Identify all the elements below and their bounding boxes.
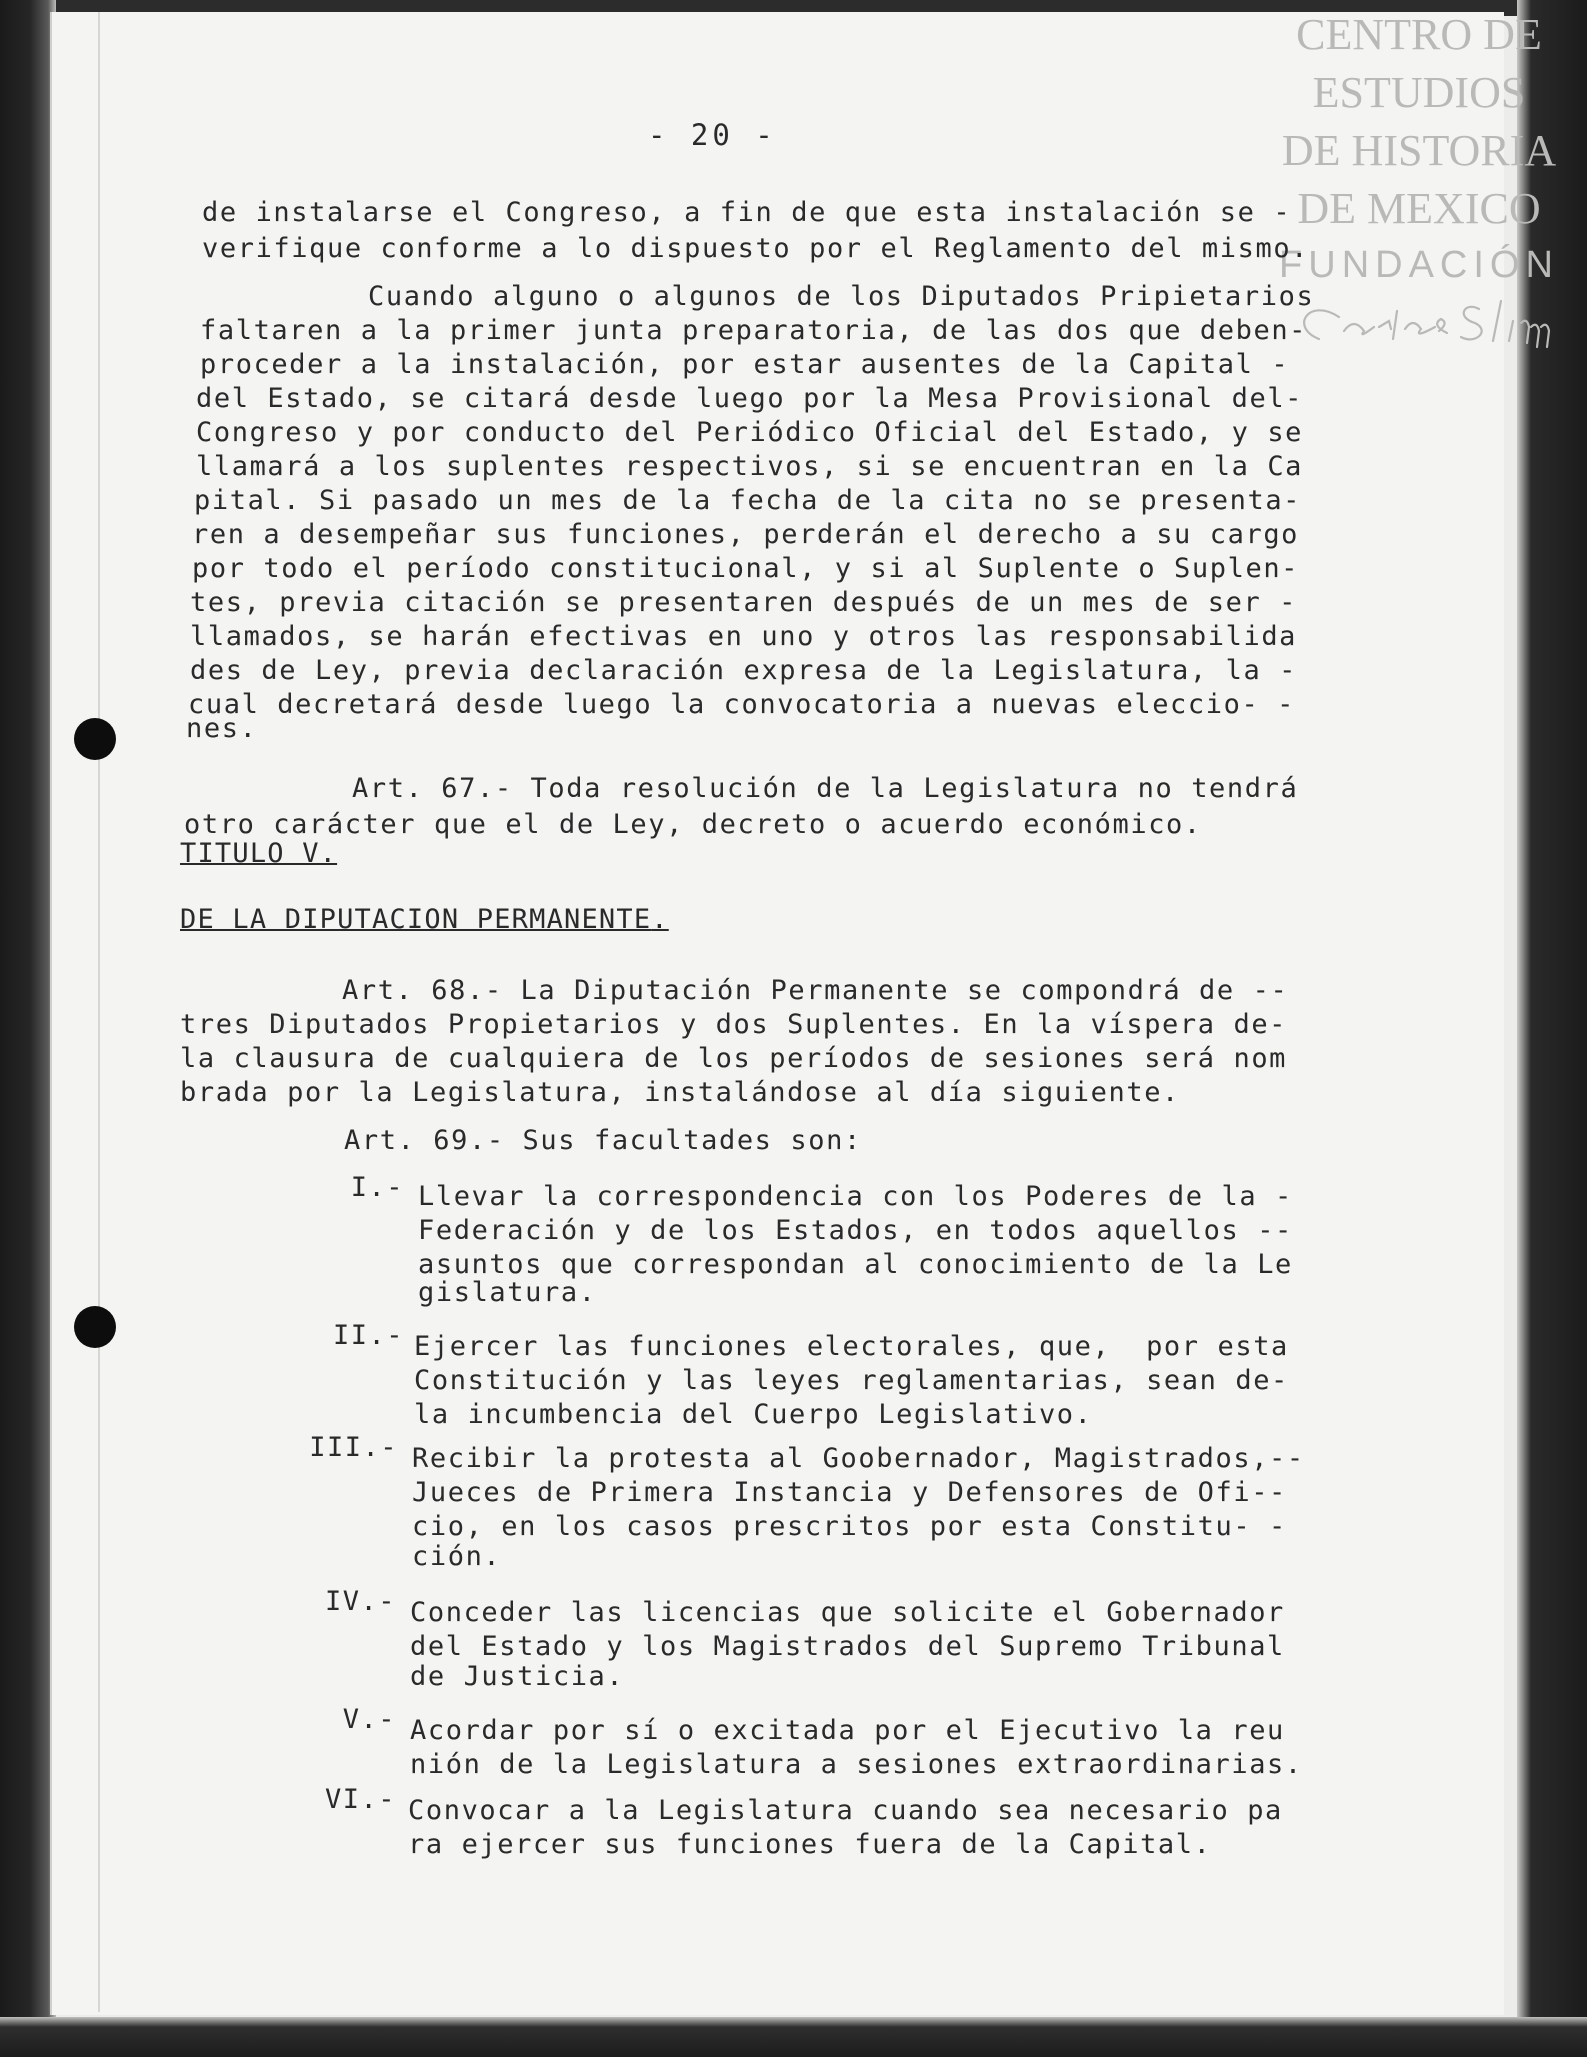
- list-item-line: asuntos que correspondan al conocimiento de la Le: [418, 1249, 1293, 1280]
- text-line: nes.: [186, 713, 258, 744]
- text-line: Art. 68.- La Diputación Permanente se compondrá de --: [342, 975, 1289, 1006]
- list-item-line: Ejercer las funciones electorales, que, por esta: [414, 1331, 1289, 1362]
- list-item-line: cio, en los casos prescritos por esta Constitu- -: [412, 1511, 1287, 1542]
- text-line: tres Diputados Propietarios y dos Suplentes. En la víspera de-: [180, 1009, 1288, 1040]
- section-title: TITULO V.: [180, 838, 338, 869]
- punch-hole: [74, 1306, 116, 1348]
- list-numeral: I.-: [350, 1172, 404, 1203]
- list-numeral: V.-: [342, 1704, 396, 1735]
- list-item-line: ción.: [412, 1541, 502, 1572]
- text-line: proceder a la instalación, por estar ausentes de la Capital -: [200, 349, 1290, 380]
- list-numeral: II.-: [332, 1320, 404, 1351]
- list-item-line: Recibir la protesta al Goobernador, Magistrados,--: [412, 1443, 1305, 1474]
- punch-hole: [74, 718, 116, 760]
- list-item-line: Llevar la correspondencia con los Poderes de la -: [418, 1181, 1293, 1212]
- list-item-line: Convocar a la Legislatura cuando sea necesario pa: [408, 1795, 1283, 1826]
- list-item-line: Jueces de Primera Instancia y Defensores de Ofi--: [412, 1477, 1287, 1508]
- list-item-line: la incumbencia del Cuerpo Legislativo.: [414, 1399, 1093, 1430]
- text-line: la clausura de cualquiera de los períodos de sesiones será nom: [180, 1043, 1288, 1074]
- text-line: tes, previa citación se presentaren después de un mes de ser -: [190, 587, 1298, 618]
- list-item-line: del Estado y los Magistrados del Supremo Tribunal: [410, 1631, 1285, 1662]
- list-item-line: Constitución y las leyes reglamentarias, sean de-: [414, 1365, 1289, 1396]
- text-line: pital. Si pasado un mes de la fecha de la cita no se presenta-: [194, 485, 1302, 516]
- scan-border-left: [0, 0, 56, 2057]
- text-line: del Estado, se citará desde luego por la Mesa Provisional del-: [196, 383, 1304, 414]
- text-line: Cuando alguno o algunos de los Diputados Pripietarios: [368, 281, 1315, 312]
- list-numeral: VI.-: [324, 1784, 396, 1815]
- text-line: brada por la Legislatura, instalándose al día siguiente.: [180, 1077, 1180, 1108]
- list-item-line: Conceder las licencias que solicite el Gobernador: [410, 1597, 1285, 1628]
- list-item-line: Federación y de los Estados, en todos aquellos --: [418, 1215, 1293, 1246]
- text-line: Congreso y por conducto del Periódico Oficial del Estado, y se: [196, 417, 1304, 448]
- list-item-line: gislatura.: [418, 1277, 597, 1308]
- text-line: por todo el período constitucional, y si al Suplente o Suplen-: [192, 553, 1300, 584]
- text-line: llamados, se harán efectivas en uno y otros las responsabilida: [190, 621, 1298, 652]
- list-numeral: IV.-: [324, 1586, 396, 1617]
- text-line: Art. 67.- Toda resolución de la Legislatura no tendrá: [352, 773, 1299, 804]
- text-line: otro carácter que el de Ley, decreto o acuerdo económico.: [184, 809, 1202, 840]
- text-line: faltaren a la primer junta preparatoria, de las dos que deben-: [200, 315, 1308, 346]
- text-line: ren a desempeñar sus funciones, perderán el derecho a su cargo: [192, 519, 1300, 550]
- list-item-line: de Justicia.: [410, 1661, 625, 1692]
- scan-border-bottom: [0, 2017, 1587, 2057]
- watermark-line: DE HISTORIA: [1281, 126, 1557, 175]
- section-subtitle-period: .: [651, 904, 669, 935]
- watermark-foundation: FUNDACIÓN: [1279, 244, 1559, 286]
- list-item-line: ra ejercer sus funciones fuera de la Capital.: [408, 1829, 1212, 1860]
- list-numeral: III.-: [309, 1432, 398, 1463]
- page-number: - 20 -: [648, 118, 777, 152]
- list-item-line: Acordar por sí o excitada por el Ejecutivo la reu: [410, 1715, 1285, 1746]
- section-subtitle-text: DE LA DIPUTACION PERMANENTE: [180, 904, 652, 935]
- page-edge-line: [98, 12, 100, 2012]
- text-line: llamará a los suplentes respectivos, si se encuentran en la Ca: [196, 451, 1304, 482]
- section-subtitle: [180, 904, 669, 935]
- watermark-line: ESTUDIOS: [1312, 68, 1526, 117]
- watermark-line: CENTRO DE: [1296, 10, 1542, 59]
- text-line: Art. 69.- Sus facultades son:: [344, 1125, 862, 1156]
- text-line: des de Ley, previa declaración expresa de la Legislatura, la -: [190, 655, 1298, 686]
- text-line: de instalarse el Congreso, a fin de que esta instalación se -: [202, 197, 1292, 228]
- text-line: cual decretará desde luego la convocatoria a nuevas eleccio- -: [188, 689, 1296, 720]
- list-item-line: nión de la Legislatura a sesiones extraordinarias.: [410, 1749, 1303, 1780]
- text-line: verifique conforme a lo dispuesto por el Reglamento del mismo.: [202, 233, 1310, 264]
- watermark-line: DE MEXICO: [1297, 184, 1541, 233]
